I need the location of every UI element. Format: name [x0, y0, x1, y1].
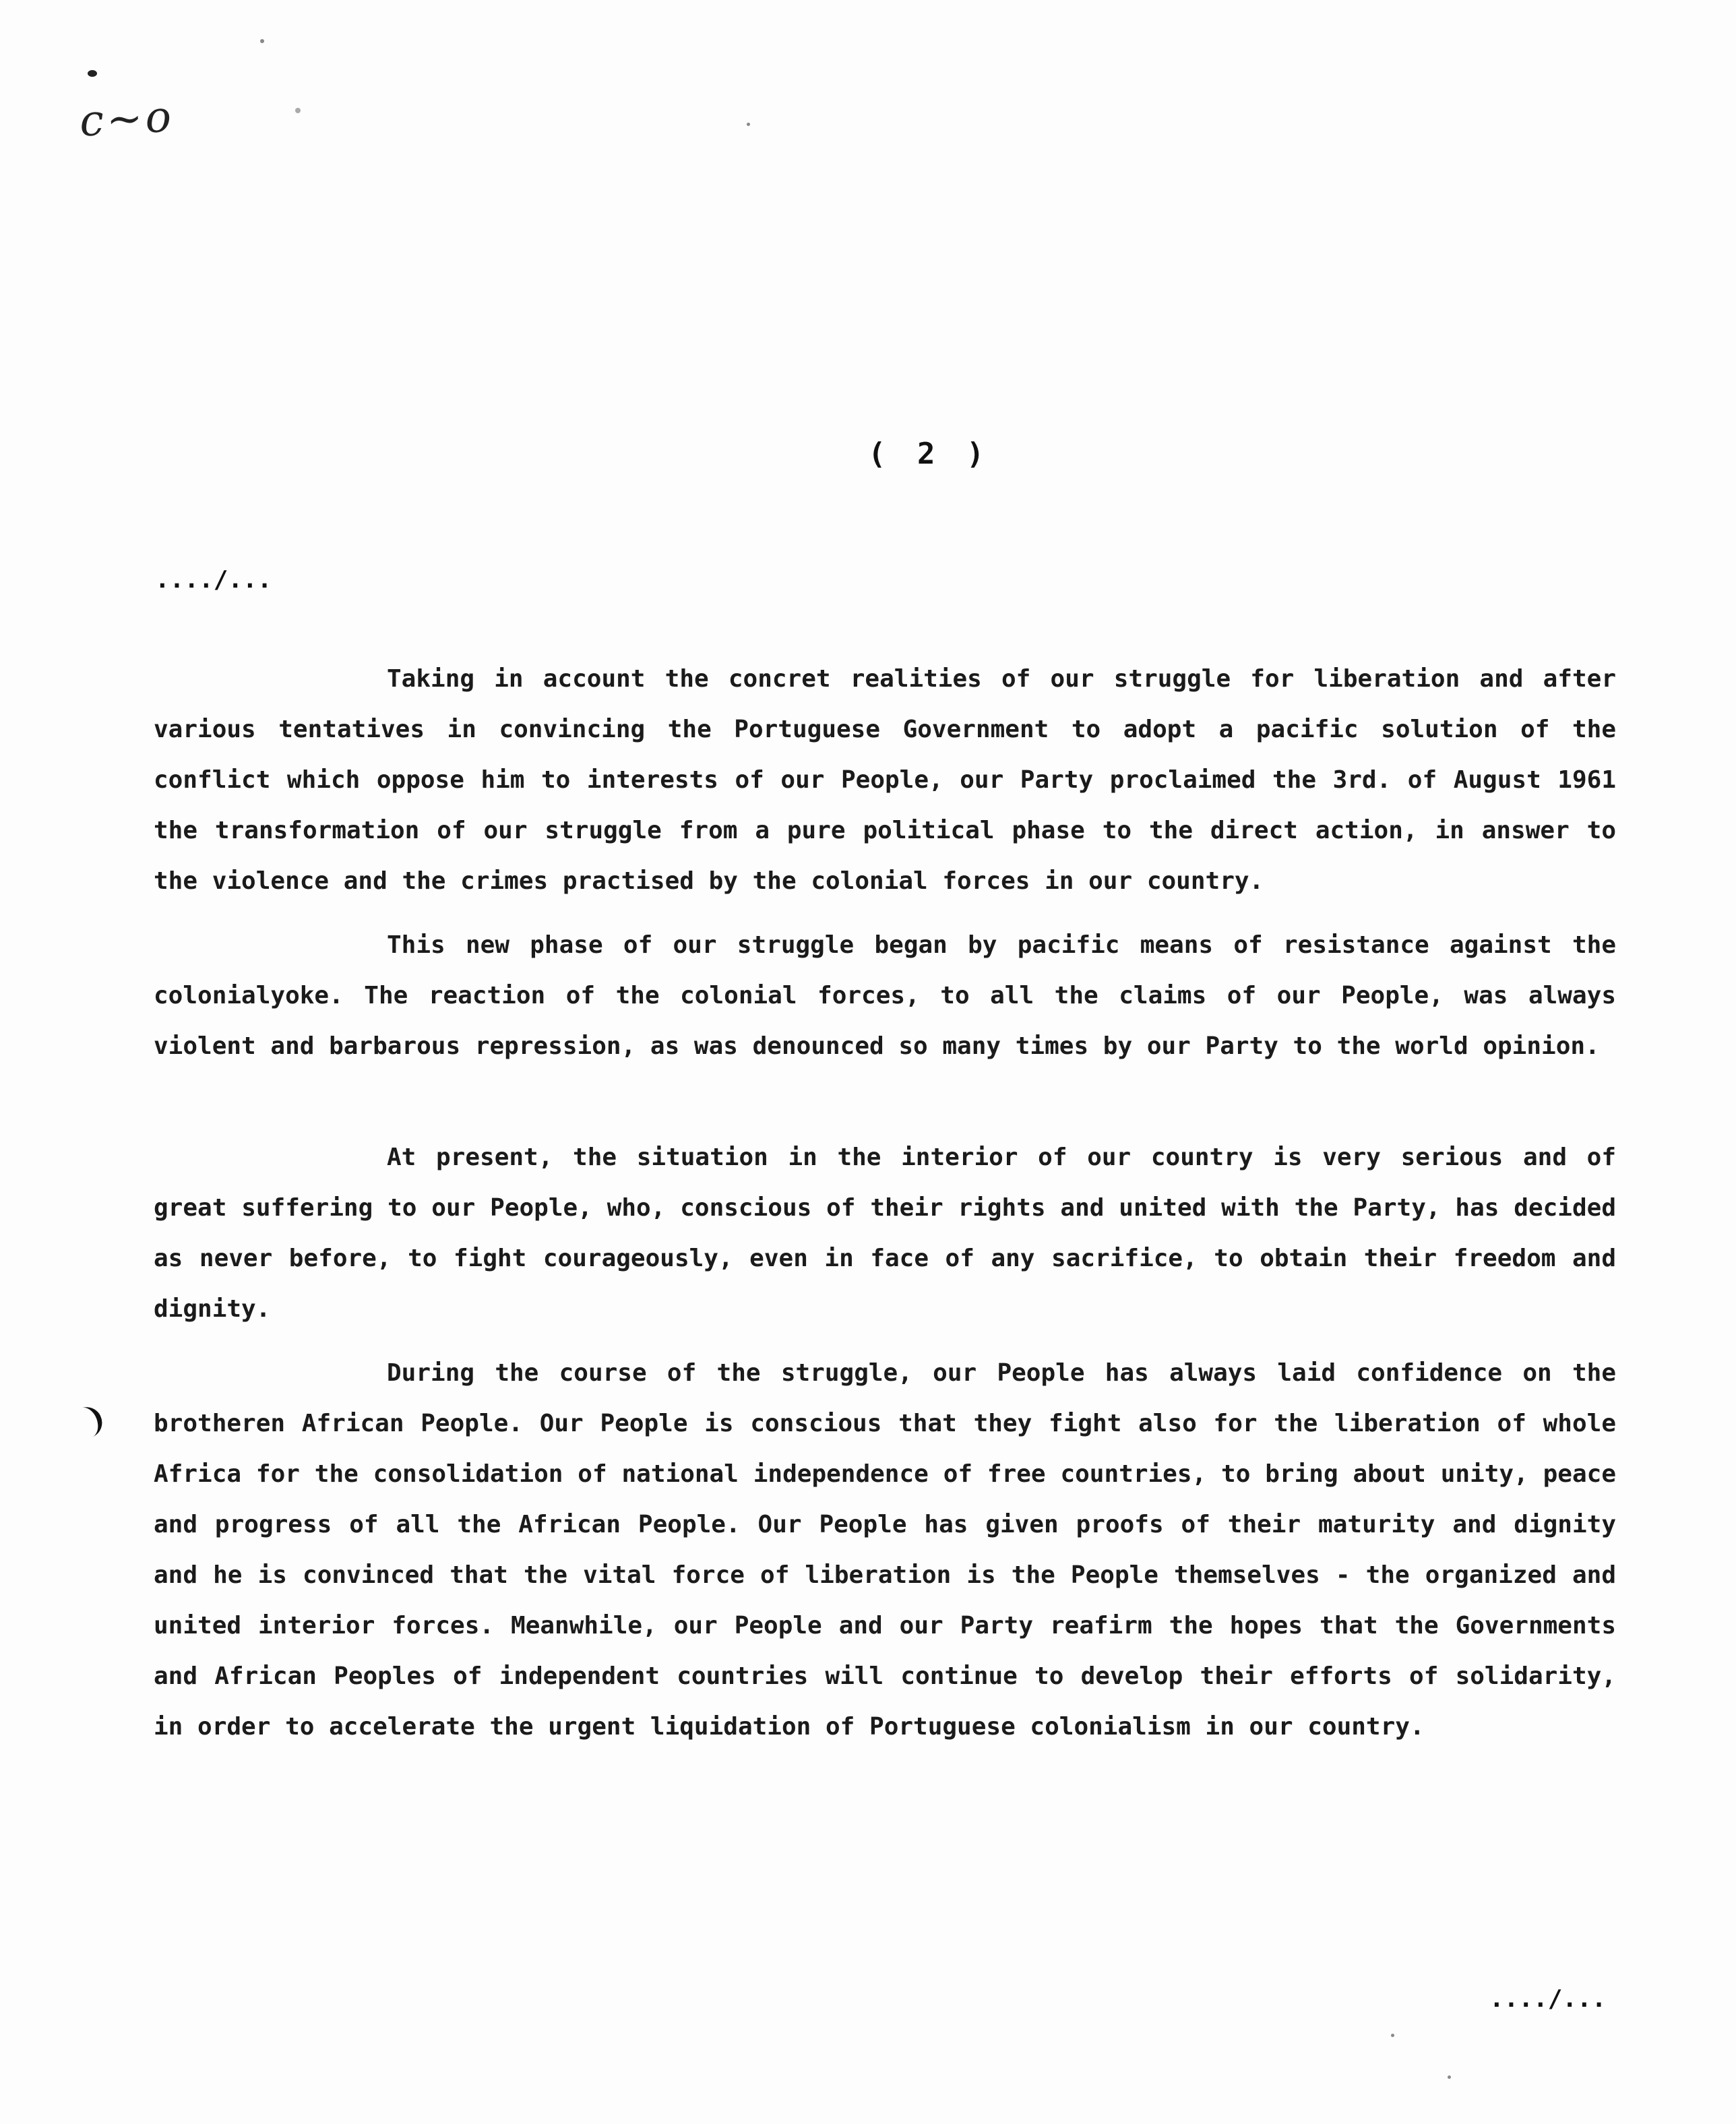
paragraph-1: Taking in account the concret realities of our struggle for liberation and after various tentatives in convincing the Portuguese Government to adopt a pacific solution of the conflict which oppose him to interests of our People, our Party proclaimed the 3rd. of August 1961 the transformation of our struggle from a pure political phase to the direct action, in answer to the violence and the crimes practised by the colonial forces in our country. — [154, 665, 1616, 895]
continuation-marker-top: ..../... — [155, 566, 272, 594]
scan-speck — [295, 108, 301, 113]
paragraph-4: During the course of the struggle, our People has always laid confidence on the brotheren African People. Our People is conscious that they fight also for the liberation of whole Africa for the consolidation of national independence of free countries, to bring about unity, peace and progress of all the African People. Our People has given proofs of their maturity and dignity and he is convinced that the vital force of liberation is the People themselves - the organized and united interior forces. Meanwhile, our People and our Party reafirm the hopes that the Governments and African Peoples of independent countries will continue to develop their efforts of solidarity, in order to accelerate the urgent liquidation of Portuguese colonialism in our country. — [154, 1359, 1616, 1741]
margin-tick-mark — [75, 1403, 106, 1440]
continuation-marker-bottom: ..../... — [1489, 1985, 1607, 2013]
paragraph-2: This new phase of our struggle began by pacific means of resistance against the colonialyoke. The reaction of the colonial forces, to all the claims of our People, was always violent and barbarous repression, as was denounced so many times by our Party to the world opinion. — [154, 931, 1616, 1060]
handwritten-mark: c~o — [78, 92, 175, 147]
scan-speck — [88, 70, 97, 77]
scan-speck — [1391, 2034, 1394, 2037]
page-number: ( 2 ) — [868, 437, 991, 471]
paragraph-3: At present, the situation in the interior of our country is very serious and of great suffering to our People, who, conscious of their rights and united with the Party, has decided as never before, to fight courageously, even in face of any sacrifice, to obtain their freedom and dignity. — [154, 1144, 1616, 1323]
scan-speck — [747, 123, 750, 126]
document-body — [154, 654, 1616, 1752]
scan-speck — [1448, 2075, 1451, 2079]
scan-speck — [260, 39, 264, 43]
